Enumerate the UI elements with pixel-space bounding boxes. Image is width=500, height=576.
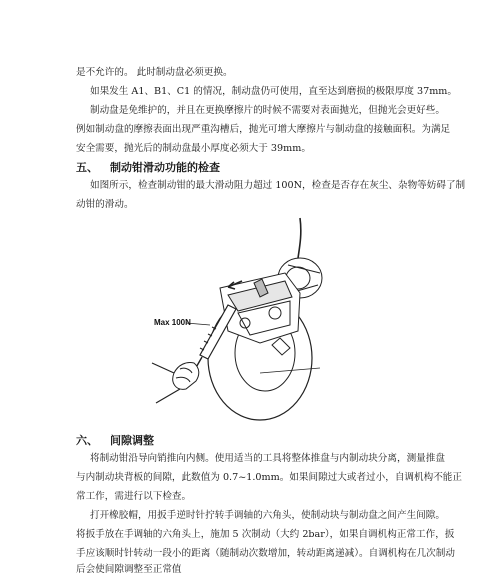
section-number: 五、 [76, 161, 98, 174]
section-heading-6 [76, 432, 154, 448]
paragraph-line: 将扳手放在手调轴的六角头上，施加 5 次制动（大约 2bar），如果自调机构正常工作，扳 [76, 529, 455, 540]
paragraph-line: 打开橡胶帽，用扳手逆时针拧转手调轴的六角头，使制动块与制动盘之间产生间隙。 [90, 510, 445, 521]
caliper-illustration [150, 213, 350, 423]
paragraph-line: 后会使间隙调整至正常值 [76, 564, 182, 575]
paragraph-line: 如果发生 A1、B1、C1 的情况，制动盘仍可使用，直至达到磨损的极限厚度 37mm。 [90, 86, 457, 97]
paragraph-line: 常工作，需进行以下检查。 [76, 491, 192, 502]
force-label: Max 100N [154, 318, 191, 327]
paragraph-line: 安全需要，抛光后的制动盘最小厚度必须大于 39mm。 [76, 143, 311, 154]
paragraph-line: 例如制动盘的摩擦表面出现严重沟槽后，抛光可增大摩擦片与制动盘的接触面积。为满足 [76, 124, 451, 135]
section-title: 制动钳滑动功能的检查 [110, 161, 220, 174]
paragraph-line: 是不允许的。 此时制动盘必须更换。 [76, 67, 233, 78]
paragraph-line: 动钳的滑动。 [76, 199, 134, 210]
paragraph-line: 手应该顺时针转动一段小的距离（随制动次数增加，转动距离递减）。自调机构在几次制动 [76, 548, 455, 559]
paragraph-line: 制动盘是免维护的，并且在更换摩擦片的时候不需要对表面抛光，但抛光会更好些。 [90, 105, 445, 116]
section-heading-5 [76, 159, 220, 175]
paragraph-line: 将制动钳沿导向销推向内侧。使用适当的工具将整体推盘与内制动块分离，测量推盘 [90, 453, 445, 464]
section-title: 间隙调整 [110, 434, 154, 447]
paragraph-line: 如图所示，检查制动钳的最大滑动阻力超过 100N，检查是否存在灰尘、杂物等妨碍了制 [90, 180, 466, 191]
brake-caliper-figure [150, 213, 350, 423]
section-number: 六、 [76, 434, 98, 447]
paragraph-line: 与内制动块背板的间隙，此数值为 0.7~1.0mm。如果间隙过大或者过小，自调机构不能正 [76, 472, 462, 483]
